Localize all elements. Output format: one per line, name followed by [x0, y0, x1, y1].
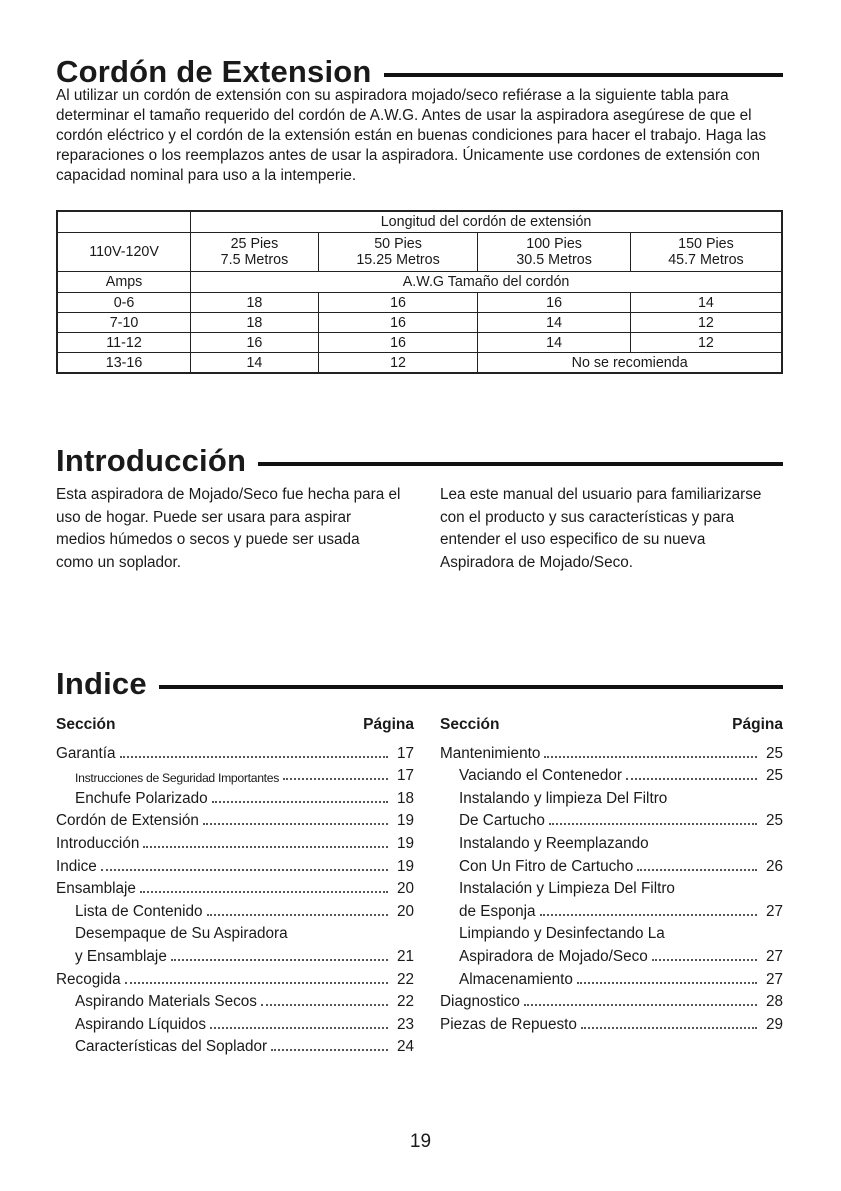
entry-page: 19 [396, 857, 414, 875]
amps-cell: 0-6 [57, 293, 191, 313]
intro-section-heading [56, 443, 783, 479]
amps-label: Amps [57, 272, 191, 293]
entry-title: Con Un Fitro de Cartucho [459, 857, 634, 875]
dot-leader [581, 1027, 757, 1029]
intro-right-text: Lea este manual del usuario para familiarizarse con el producto y sus características y para entender el uso especifico de su nueva Aspiradora de Mojado/Seco. [440, 486, 762, 571]
page-label: Página [732, 716, 783, 733]
dot-leader [271, 1049, 388, 1051]
gauge-cell: 18 [191, 313, 319, 333]
entry-title: Aspiradora de Mojado/Seco [459, 947, 648, 965]
dot-leader [544, 756, 757, 758]
amps-cell: 13-16 [57, 353, 191, 374]
index-entry[interactable] [56, 830, 414, 853]
length-feet: 50 Pies [374, 236, 422, 252]
index-entry[interactable] [440, 1011, 783, 1034]
gauge-cell: 12 [630, 313, 782, 333]
gauge-cell: 16 [191, 333, 319, 353]
cord-paragraph: Al utilizar un cordón de extensión con su aspiradora mojado/seco refiérase a la siguiente tabla para determinar el tamaño requerido del cordón de A.W.G. Antes de usar la aspiradora asegúrese de que el cordón eléctrico y el cordón de la extensión están en buenas condiciones para hacer el trabajo. Haga las reparaciones o los reemplazos antes de usar la aspiradora. Únicamente use cordones de extensión con capacidad nominal para uso a la intemperie. [56, 87, 767, 184]
entry-title: De Cartucho [459, 812, 545, 830]
index-entry[interactable] [440, 943, 783, 966]
dot-leader [125, 982, 388, 984]
entry-title: Desempaque de Su Aspiradora [75, 925, 288, 943]
cord-section-heading [56, 54, 783, 90]
index-entry[interactable] [440, 763, 783, 786]
gauge-cell: 14 [478, 313, 631, 333]
extension-cord-table [56, 210, 783, 374]
dot-leader [101, 869, 388, 871]
dot-leader [283, 778, 388, 780]
entry-title: y Ensamblaje [75, 947, 167, 965]
dot-leader [207, 914, 388, 916]
length-cell [318, 233, 478, 272]
gauge-header: A.W.G Tamaño del cordón [191, 272, 782, 293]
entry-title: Indice [56, 857, 97, 875]
index-entry[interactable] [56, 1034, 414, 1057]
dot-leader [203, 823, 388, 825]
index-entry[interactable] [440, 921, 783, 944]
entry-title: Enchufe Polarizado [75, 789, 208, 807]
dot-leader [524, 1004, 757, 1006]
dot-leader [577, 982, 757, 984]
index-right-column [440, 716, 783, 1034]
index-header [440, 716, 783, 740]
entry-title: Instalando y Reemplazando [459, 834, 649, 852]
length-cell [630, 233, 782, 272]
entry-page: 25 [765, 767, 783, 785]
length-feet: 25 Pies [230, 236, 279, 252]
entry-page: 27 [765, 970, 783, 988]
entry-title: Aspirando Líquidos [75, 1015, 206, 1033]
index-section-title: Indice [56, 666, 147, 701]
index-left-column [56, 716, 414, 1056]
index-entry[interactable] [440, 740, 783, 763]
gauge-cell: 14 [478, 333, 631, 353]
heading-rule [384, 73, 783, 77]
not-recommended-cell: No se recomienda [478, 353, 782, 374]
cord-section-title: Cordón de Extension [56, 54, 372, 89]
length-feet: 150 Pies [678, 236, 734, 252]
heading-rule [159, 685, 783, 689]
page-label: Página [363, 716, 414, 733]
length-meters: 15.25 Metros [356, 252, 440, 268]
length-header: Longitud del cordón de extensión [191, 211, 782, 233]
dot-leader [540, 914, 757, 916]
entry-title: Cordón de Extensión [56, 812, 199, 830]
entry-page: 28 [765, 993, 783, 1011]
index-entry[interactable] [56, 943, 414, 966]
entry-title: Piezas de Repuesto [440, 1015, 577, 1033]
entry-title: Lista de Contenido [75, 902, 203, 920]
voltage-cell: 110V-120V [57, 233, 191, 272]
table-corner [57, 211, 191, 233]
index-header [56, 716, 414, 740]
table-row [57, 293, 782, 313]
index-entry[interactable] [56, 989, 414, 1012]
index-entry[interactable] [56, 898, 414, 921]
amps-cell: 7-10 [57, 313, 191, 333]
length-meters: 30.5 Metros [516, 252, 592, 268]
index-entry[interactable] [56, 763, 414, 786]
entry-page: 25 [765, 744, 783, 762]
index-entry[interactable] [440, 876, 783, 899]
entry-title: Mantenimiento [440, 744, 541, 762]
entry-page: 29 [765, 1015, 783, 1033]
heading-rule [258, 462, 783, 466]
length-feet: 100 Pies [526, 236, 582, 252]
length-meters: 45.7 Metros [668, 252, 744, 268]
index-entry[interactable] [440, 785, 783, 808]
entry-title: Recogida [56, 970, 121, 988]
table-row [57, 333, 782, 353]
gauge-cell: 12 [318, 353, 478, 374]
index-entry[interactable] [56, 876, 414, 899]
intro-section-title: Introducción [56, 443, 247, 478]
dot-leader [626, 778, 757, 780]
index-entry[interactable] [56, 966, 414, 989]
amps-cell: 11-12 [57, 333, 191, 353]
length-meters: 7.5 Metros [220, 252, 289, 268]
dot-leader [210, 1027, 388, 1029]
gauge-cell: 14 [191, 353, 319, 374]
entry-title: Limpiando y Desinfectando La [459, 925, 665, 943]
index-entry[interactable] [56, 808, 414, 831]
dot-leader [171, 959, 388, 961]
table-row [57, 313, 782, 333]
dot-leader [212, 801, 388, 803]
entry-title: Ensamblaje [56, 880, 136, 898]
index-entry[interactable] [440, 830, 783, 853]
dot-leader [120, 756, 388, 758]
index-entry[interactable] [440, 853, 783, 876]
entry-page: 23 [396, 1015, 414, 1033]
index-entry[interactable] [440, 808, 783, 831]
gauge-cell: 18 [191, 293, 319, 313]
table-row [57, 353, 782, 374]
dot-leader [652, 959, 757, 961]
entry-title: Instrucciones de Seguridad Importantes [75, 771, 280, 786]
gauge-cell: 12 [630, 333, 782, 353]
index-entry[interactable] [440, 966, 783, 989]
entry-page: 17 [396, 744, 414, 762]
gauge-cell: 16 [318, 293, 478, 313]
entry-title: Instalación y Limpieza Del Filtro [459, 880, 675, 898]
entry-page: 17 [396, 767, 414, 785]
dot-leader [140, 891, 388, 893]
page-number: 19 [409, 1131, 432, 1152]
dot-leader [549, 823, 757, 825]
index-entry[interactable] [440, 989, 783, 1012]
entry-title: Almacenamiento [459, 970, 573, 988]
dot-leader [261, 1004, 388, 1006]
gauge-cell: 16 [318, 313, 478, 333]
gauge-cell: 14 [630, 293, 782, 313]
gauge-cell: 16 [478, 293, 631, 313]
section-label: Sección [56, 716, 116, 733]
entry-page: 20 [396, 902, 414, 920]
index-section-heading [56, 666, 783, 702]
entry-page: 19 [396, 834, 414, 852]
entry-page: 25 [765, 812, 783, 830]
index-entry[interactable] [56, 740, 414, 763]
entry-title: Garantía [56, 744, 116, 762]
entry-page: 27 [765, 947, 783, 965]
entry-page: 20 [396, 880, 414, 898]
entry-page: 19 [396, 812, 414, 830]
entry-page: 22 [396, 993, 414, 1011]
entry-title: Instalando y limpieza Del Filtro [459, 789, 668, 807]
entry-page: 22 [396, 970, 414, 988]
entry-title: de Esponja [459, 902, 536, 920]
index-entry[interactable] [56, 785, 414, 808]
entry-page: 18 [396, 789, 414, 807]
index-entry[interactable] [56, 1011, 414, 1034]
index-entry[interactable] [56, 853, 414, 876]
section-label: Sección [440, 716, 500, 733]
entry-title: Características del Soplador [75, 1038, 268, 1056]
entry-title: Diagnostico [440, 993, 520, 1011]
entry-page: 21 [396, 947, 414, 965]
entry-title: Vaciando el Contenedor [459, 767, 622, 785]
entry-title: Aspirando Materials Secos [75, 993, 257, 1011]
gauge-cell: 16 [318, 333, 478, 353]
length-cell [478, 233, 631, 272]
entry-page: 24 [396, 1038, 414, 1056]
dot-leader [637, 869, 757, 871]
length-cell [191, 233, 319, 272]
index-entry[interactable] [440, 898, 783, 921]
index-entry[interactable] [56, 921, 414, 944]
entry-page: 27 [765, 902, 783, 920]
entry-page: 26 [765, 857, 783, 875]
entry-title: Introducción [56, 834, 140, 852]
dot-leader [143, 846, 388, 848]
intro-left-text: Esta aspiradora de Mojado/Seco fue hecha para el uso de hogar. Puede ser usara para aspirar medios húmedos o secos y puede ser usada como un soplador. [56, 486, 401, 571]
